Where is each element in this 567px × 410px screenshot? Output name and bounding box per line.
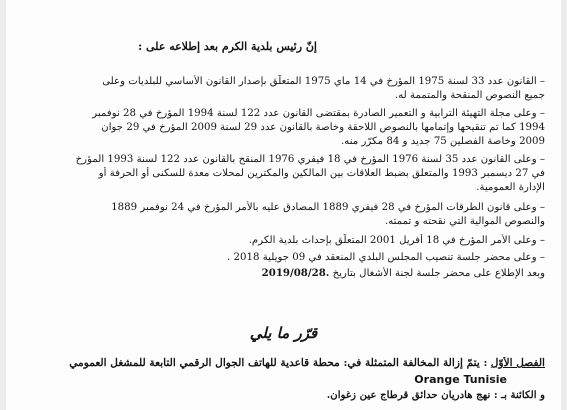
article-one-label: الفصل الأوّل [490,357,545,369]
operator-name: Orange Tunisie [414,373,507,386]
page-edge-right [561,0,567,410]
document-header: إنّ رئيس بلدية الكرم بعد إطلاعه على : [138,40,317,53]
paragraph-urbanism-code-line-1: – وعلى مجلة التهيئة الترابية و التعمير الصادرة بمقتضى القانون عدد 122 لسنة 1994 المؤرخ في 28 نوفمبر [92,108,545,119]
article-one-line [18,357,545,370]
paragraph-council-session: – وعلى محضر جلسة تنصيب المجلس البلدي المنعقد في 09 جويلية 2018 . [227,252,545,263]
article-one-text: : يتمّ إزالة المخالفة المتمثلة في: محطة قاعدية للهاتف الجوال الرقمي التابعة للمشغل العمومي [69,357,488,369]
decision-title: قرّر ما يلي [249,324,318,342]
location-line: و الكائنة بـ : نهج هادريان حدائق قرطاج عين زغوان. [326,389,545,401]
page-edge-left [0,0,6,410]
paragraph-decree-2001: – وعلى الأمر المؤرخ في 18 أفريل 2001 المتعلّق بإحداث بلدية الكرم. [248,235,545,246]
works-committee-text: وبعد الإطلاع على محضر جلسة لجنة الأشغال بتاريخ [332,268,545,279]
paragraph-law-1976-line-1: – وعلى القانون عدد 35 لسنة 1976 المؤرخ في 18 فيفري 1976 المنقح بالقانون عدد 122 لسنة 1993 المؤرخ [75,154,545,165]
paragraph-law-1976-line-2: في 27 ديسمبر 1993 والمتعلق بضبط العلاقات بين المالكين والمكترين لمحلات معدة للسكنى أو الحرفة أو [98,168,545,179]
paragraph-law-1976-line-3: الإدارة العمومية. [476,182,545,193]
paragraph-urbanism-code-line-2: 1994 كما تم تنقيحها وإتمامها بالنصوص اللاحقة وخاصة بالقانون عدد 29 لسنة 2009 المؤرخ في 29 جوان [101,122,545,133]
works-committee-line [18,267,545,280]
paragraph-law-1975-line-1: – القانون عدد 33 لسنة 1975 المؤرخ في 14 ماي 1975 المتعلّق بإصدار القانون الأساسي للبلديات وعلى [102,76,545,87]
paragraph-roads-law-line-2: والنصوص الموالية التي نقحته و تممته. [384,216,545,227]
paragraph-roads-law-line-1: – وعلى قانون الطرقات المؤرخ في 28 فيفري 1889 المصادق عليه بالأمر المؤرخ في 24 نوفمبر 1889 [111,202,545,213]
works-committee-date: 2019/08/28. [261,267,330,279]
paragraph-urbanism-code-line-3: 2009 وخاصة الفصلين 75 جديد و 84 مكرّر منه. [341,136,545,147]
paragraph-law-1975-line-2: جميع النصوص المنقحة والمتممة له. [394,90,545,101]
operator-name-line [18,373,507,386]
